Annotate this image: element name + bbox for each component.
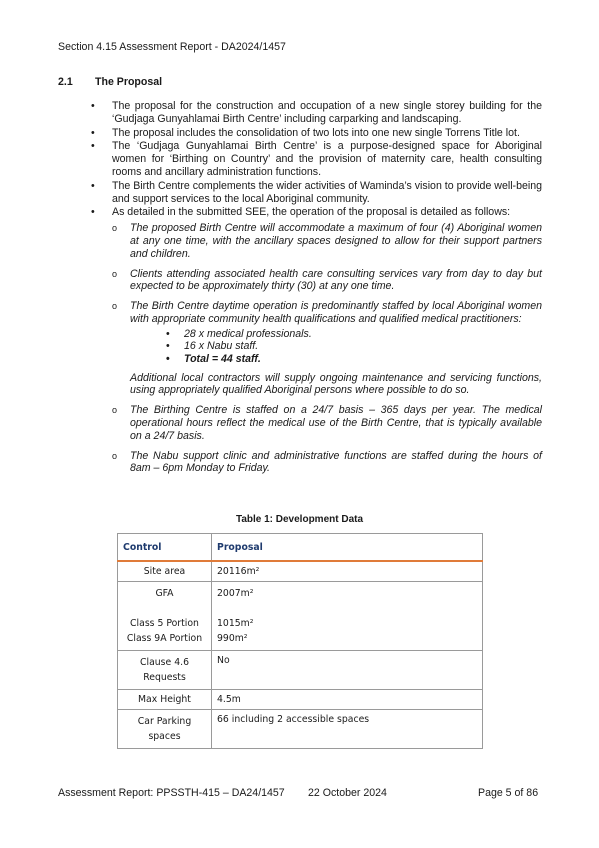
staff-list xyxy=(130,328,542,366)
bullet-item: • The Birth Centre complements the wider activities of Waminda’s vision to provide well-being and support services to the local Aboriginal community. xyxy=(91,179,542,205)
contractors-note: Additional local contractors will supply ongoing maintenance and servicing functions, using appropriately qualified Aboriginal persons where possible to do so. xyxy=(130,371,542,397)
circle-bullet-icon: o xyxy=(112,450,118,461)
table-caption: Table 1: Development Data xyxy=(235,514,364,525)
control-cell: Max Height xyxy=(118,690,212,710)
operation-sub-list xyxy=(112,222,542,475)
sub-item: o The Birthing Centre is staffed on a 24/7 basis – 365 days per year. The medical operational hours reflect the medical use of the Birth Centre, that is typically available on a 24/7 basis. xyxy=(112,404,542,442)
staff-item: • 28 x medical professionals. xyxy=(166,327,312,340)
document-header: Section 4.15 Assessment Report - DA2024/1457 xyxy=(58,41,286,53)
circle-bullet-icon: o xyxy=(112,405,118,416)
bullet-icon: • xyxy=(91,206,95,219)
sub-item: o The Birth Centre daytime operation is predominantly staffed by local Aboriginal women with appropriate community health qualifications and qualified medical practitioners: • 28 x medical professionals. • 16 x Nabu staff. • Total = 44 staff. Additional local contractors will supply ongoing maintenance and servicing functions, using appropriately qualified Aboriginal persons where possible to do so. xyxy=(112,300,542,397)
bullet-item: • The proposal for the construction and occupation of a new single storey building for the ‘Gudjaga Gunyahlamai Birth Centre’ including carparking and landscaping. xyxy=(91,100,542,125)
table-row xyxy=(118,582,483,651)
sub-item: o The Nabu support clinic and administrative functions are staffed during the hours of 8am – 6pm Monday to Friday. xyxy=(112,449,542,475)
control-cell: Clause 4.6 Requests xyxy=(118,651,212,690)
staff-item: • 16 x Nabu staff. xyxy=(166,340,259,353)
bullet-item: • The proposal includes the consolidation of two lots into one new single Torrens Title lot. xyxy=(91,126,520,139)
development-data-table xyxy=(117,533,483,749)
bullet-icon: • xyxy=(91,100,95,112)
bullet-item: • The ‘Gudjaga Gunyahlamai Birth Centre’ is a purpose-designed space for Aboriginal women for ‘Birthing on Country’ and the provision of maternity care, health consulting rooms and ancillary administration functions. xyxy=(91,140,542,178)
bullet-icon: • xyxy=(91,126,95,139)
proposal-cell: 2007m² 1015m² 990m² xyxy=(212,582,483,651)
section-number: 2.1 xyxy=(58,76,73,88)
bullet-icon: • xyxy=(166,327,170,340)
bullet-icon: • xyxy=(91,179,95,192)
bullet-icon: • xyxy=(166,352,170,365)
footer-date: 22 October 2024 xyxy=(308,787,387,799)
bullet-item: • As detailed in the submitted SEE, the operation of the proposal is detailed as follows: o The proposed Birth Centre will accommodate a maximum of four (4) Aboriginal women at any one time, with the ancillary spaces designed to allow for their support partners and children. o Clients attending associated health care consulting services vary from day to day but expected to be approximately thirty (30) at any one time. o The Birth Centre daytime operation is predominantly staffed by local Aboriginal women with appropriate community health qualifications and qualified medical practitioners: • 28 x medical professionals. • 16 x Nabu staff. • Total = 44 staff. Additional local contractors will supply ongoing maintenance and servicing functions, using appropriately qualified Aboriginal persons where possible to do so. o The Birthing Centre is staffed on a 24/7 basis – 365 days per year. The medical operational hours reflect the medical use of the Birth Centre, that is typically available on a 24/7 basis. o The Nabu support clinic and administrative functions are staffed during the hours of 8am – 6pm Monday to Friday. xyxy=(91,206,542,475)
bullet-icon: • xyxy=(91,140,95,153)
column-header-control: Control xyxy=(118,534,212,562)
proposal-bullet-list xyxy=(90,100,542,482)
column-header-proposal: Proposal xyxy=(212,534,483,562)
table-header-row xyxy=(118,534,483,562)
sub-item: o The proposed Birth Centre will accommodate a maximum of four (4) Aboriginal women at any one time, with the ancillary spaces designed to allow for their support partners and children. xyxy=(112,222,542,260)
proposal-cell: 4.5m xyxy=(212,690,483,710)
table-row xyxy=(118,651,483,690)
footer-report-ref: Assessment Report: PPSSTH-415 – DA24/1457 xyxy=(58,787,285,799)
circle-bullet-icon: o xyxy=(112,223,118,234)
proposal-cell: No xyxy=(212,651,483,690)
proposal-cell: 66 including 2 accessible spaces xyxy=(212,710,483,749)
control-cell: Car Parking spaces xyxy=(118,710,212,749)
table-row xyxy=(118,561,483,582)
circle-bullet-icon: o xyxy=(112,268,118,279)
table-row xyxy=(118,690,483,710)
circle-bullet-icon: o xyxy=(112,301,118,312)
section-title: The Proposal xyxy=(95,76,163,88)
control-cell: Site area xyxy=(118,561,212,582)
control-cell: GFA Class 5 Portion Class 9A Portion xyxy=(118,582,212,651)
proposal-cell: 20116m² xyxy=(212,561,483,582)
bullet-icon: • xyxy=(166,340,170,353)
sub-item: o Clients attending associated health care consulting services vary from day to day but expected to be approximately thirty (30) at any one time. xyxy=(112,267,542,293)
footer-page-number: Page 5 of 86 xyxy=(478,787,539,799)
staff-total: • Total = 44 staff. xyxy=(166,352,261,365)
table-row xyxy=(118,710,483,749)
